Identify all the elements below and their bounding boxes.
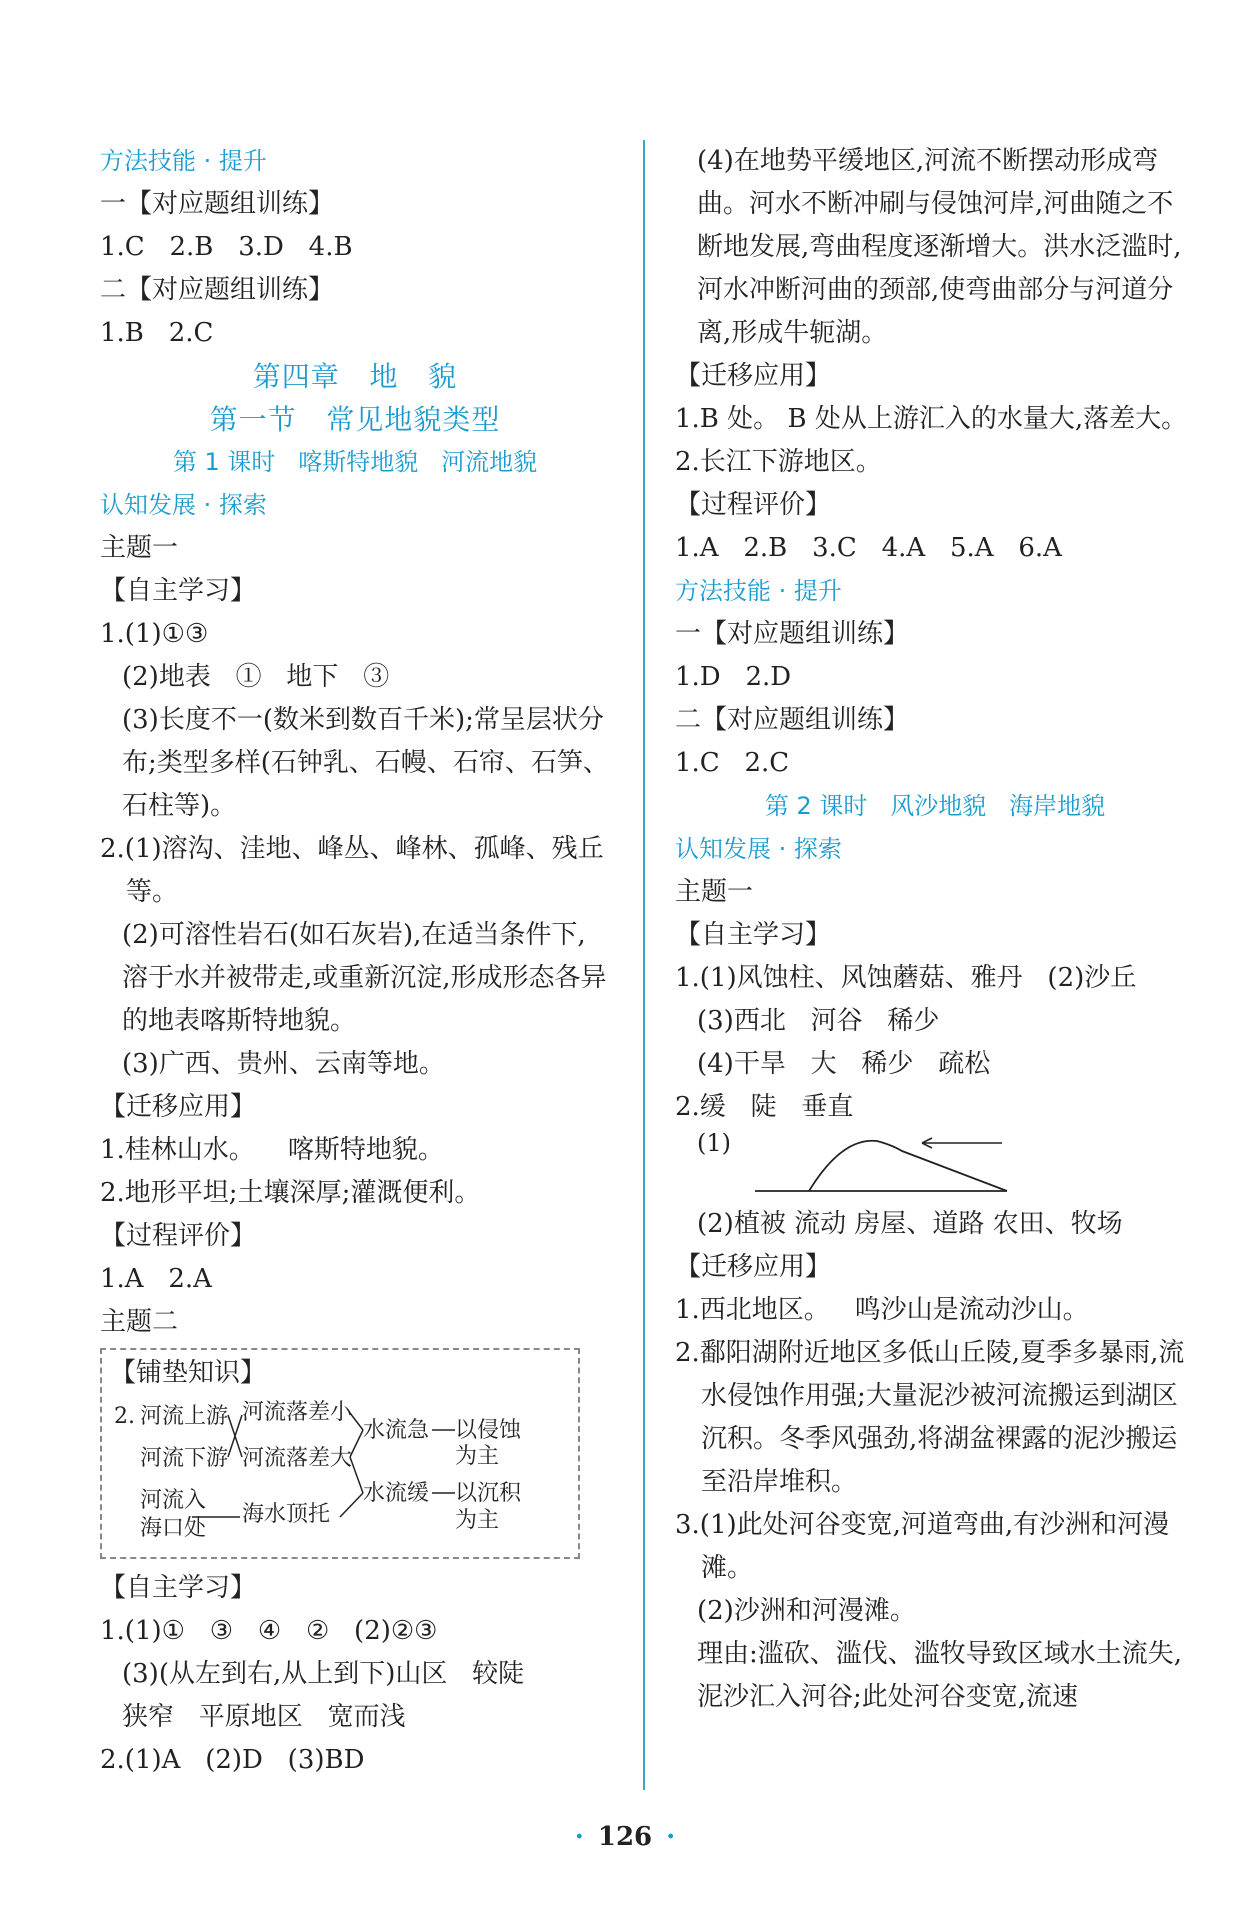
answer-line: 二【对应题组训练】 <box>100 275 335 305</box>
answer-line: 1.(1)①③ <box>100 619 209 649</box>
section-heading: 方法技能 · 提升 <box>100 147 267 175</box>
answer-paragraph: 2.鄱阳湖附近地区多低山丘陵,夏季多暴雨,流水侵蚀作用强;大量泥沙被河流搬运到湖区沉积。冬季风强劲,将湖盆裸露的泥沙搬运至沿岸堆积。 <box>675 1338 1185 1497</box>
label-lower: 河流下游 <box>140 1446 229 1471</box>
label-deposit-2: 为主 <box>455 1508 500 1533</box>
answer-line: 主题一 <box>100 533 179 563</box>
answer-line: 1.C 2.B 3.D 4.B <box>100 232 353 262</box>
river-flow-diagram <box>110 1395 570 1545</box>
answer-line: (3)广西、贵州、云南等地。 <box>122 1049 445 1079</box>
dune-profile <box>809 1141 1007 1191</box>
left-text-block-2 <box>100 1567 610 1782</box>
lesson-heading: 第 2 课时 风沙地貌 海岸地貌 <box>764 792 1106 820</box>
answer-paragraph: (4)在地势平缓地区,河流不断摆动形成弯曲。河水不断冲刷与侵蚀河岸,河曲随之不断地发展,弯曲程度逐渐增大。洪水泛滥时,河水冲断河曲的颈部,使弯曲部分与河道分离,形成牛轭湖。 <box>697 146 1182 348</box>
label-upper: 河流上游 <box>140 1404 229 1429</box>
label-big-drop: 河流落差大 <box>242 1446 353 1471</box>
answer-line: 1.A 2.A <box>100 1264 212 1294</box>
left-text-block <box>100 140 610 1344</box>
dune-label: (1) <box>697 1129 731 1157</box>
answer-paragraph: (2)植被 流动 房屋、道路 农田、牧场 <box>697 1209 1123 1239</box>
label-mouth-1: 河流入 <box>140 1488 207 1513</box>
label-small-drop: 河流落差小 <box>242 1400 353 1425</box>
answer-line: 2.缓 陡 垂直 <box>675 1092 854 1122</box>
answer-line: 【迁移应用】 <box>675 1252 832 1282</box>
page-number: · 126 · <box>574 1822 676 1852</box>
answer-line: (2)地表 ① 地下 ③ <box>122 662 390 692</box>
answer-line: (3)(从左到右,从上到下)山区 较陡 <box>122 1659 525 1689</box>
label-mouth-2: 海口处 <box>140 1516 207 1541</box>
section-heading: 认知发展 · 探索 <box>675 835 842 863</box>
chapter-heading: 第一节 常见地貌类型 <box>209 403 501 436</box>
answer-line: 二【对应题组训练】 <box>675 705 910 735</box>
answer-line: 1.(1)① ③ ④ ② (2)②③ <box>100 1616 438 1646</box>
answer-line: 2.(1)A (2)D (3)BD <box>100 1745 365 1775</box>
label-sea: 海水顶托 <box>242 1502 331 1527</box>
answer-line: 2.长江下游地区。 <box>675 447 882 477</box>
label-fast: 水流急 <box>363 1418 430 1443</box>
answer-paragraph: 1.B 处。 B 处从上游汇入的水量大,落差大。 <box>675 404 1188 434</box>
page-dot-right: · <box>666 1822 676 1852</box>
answer-line: 【过程评价】 <box>675 490 832 520</box>
box-title: 【铺垫知识】 <box>110 1358 267 1388</box>
answer-paragraph: 3.(1)此处河谷变宽,河道弯曲,有沙洲和河漫滩。 <box>675 1510 1170 1583</box>
answer-line: 狭窄 平原地区 宽而浅 <box>122 1702 406 1732</box>
answer-line: 【迁移应用】 <box>675 361 832 391</box>
section-heading: 认知发展 · 探索 <box>100 491 267 519</box>
lesson-heading: 第 1 课时 喀斯特地貌 河流地貌 <box>172 448 538 476</box>
answer-line: (3)西北 河谷 稀少 <box>697 1006 940 1036</box>
label-erosion-2: 为主 <box>455 1444 500 1469</box>
answer-line: 【自主学习】 <box>100 1573 257 1603</box>
answer-line: 2.地形平坦;土壤深厚;灌溉便利。 <box>100 1178 481 1208</box>
label-slow: 水流缓 <box>363 1481 430 1506</box>
answer-line: 主题二 <box>100 1307 179 1337</box>
label-deposit-1: 以沉积 <box>455 1481 522 1506</box>
answer-line: 一【对应题组训练】 <box>100 189 335 219</box>
answer-paragraph: 2.(1)溶沟、洼地、峰丛、峰林、孤峰、残丘等。 <box>100 834 604 907</box>
answer-line: 一【对应题组训练】 <box>675 619 910 649</box>
page-dot-left: · <box>574 1822 584 1852</box>
answer-line: 【自主学习】 <box>100 576 257 606</box>
right-text-block <box>675 140 1195 1129</box>
chapter-heading: 第四章 地 貌 <box>252 360 458 393</box>
diagram-num: 2. <box>114 1404 135 1429</box>
section-heading: 方法技能 · 提升 <box>675 577 842 605</box>
answer-line: 1.A 2.B 3.C 4.A 5.A 6.A <box>675 533 1062 563</box>
answer-paragraph: (3)长度不一(数米到数百千米);常呈层状分布;类型多样(石钟乳、石幔、石帘、石笋、石柱等)。 <box>122 705 609 821</box>
answer-line: 【过程评价】 <box>100 1221 257 1251</box>
label-erosion-1: 以侵蚀 <box>455 1418 522 1443</box>
answer-line: 1.C 2.C <box>675 748 790 778</box>
right-column <box>675 140 1195 1719</box>
answer-line: 1.西北地区。 鸣沙山是流动沙山。 <box>675 1295 1089 1325</box>
answer-line: (2)沙洲和河漫滩。 <box>697 1596 916 1626</box>
background-knowledge-box <box>100 1348 580 1559</box>
dune-diagram <box>697 1129 1117 1199</box>
answer-line: (4)干旱 大 稀少 疏松 <box>697 1049 991 1079</box>
dune-figure <box>697 1129 1195 1203</box>
answer-line: 1.(1)风蚀柱、风蚀蘑菇、雅丹 (2)沙丘 <box>675 963 1137 993</box>
right-text-block-2 <box>675 1203 1195 1719</box>
answer-line: 主题一 <box>675 877 754 907</box>
answer-paragraph: 理由:滥砍、滥伐、滥牧导致区域水土流失,泥沙汇入河谷;此处河谷变宽,流速 <box>697 1639 1183 1712</box>
answer-line: 1.D 2.D <box>675 662 792 692</box>
answer-line: 1.桂林山水。 喀斯特地貌。 <box>100 1135 444 1165</box>
answer-paragraph: (2)可溶性岩石(如石灰岩),在适当条件下,溶于水并被带走,或重新沉淀,形成形态各异的地表喀斯特地貌。 <box>122 920 607 1036</box>
answer-line: 【自主学习】 <box>675 920 832 950</box>
column-divider <box>643 140 645 1790</box>
answer-line: 1.B 2.C <box>100 318 214 348</box>
answer-line: 【迁移应用】 <box>100 1092 257 1122</box>
left-column <box>100 140 610 1782</box>
